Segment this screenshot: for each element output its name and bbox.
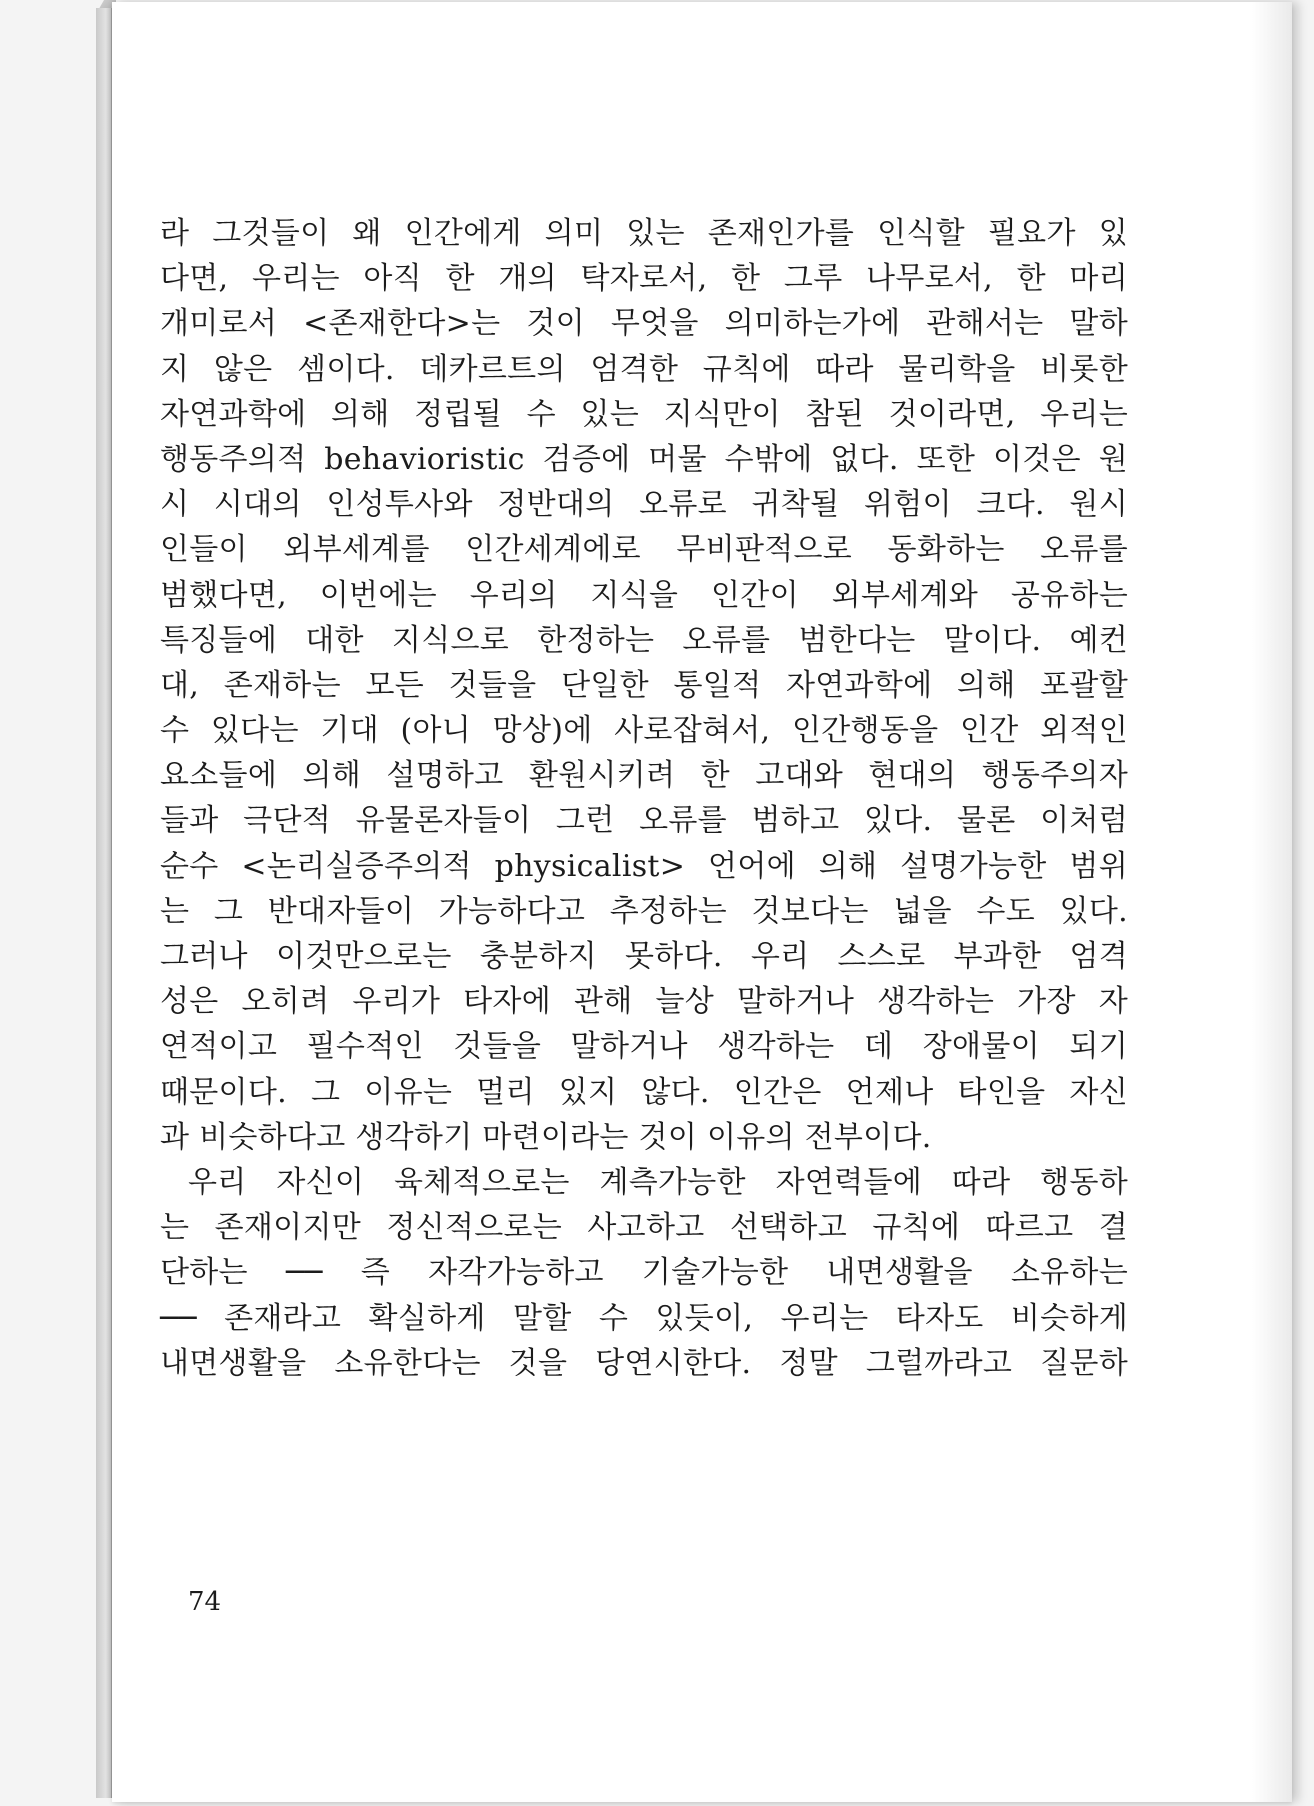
text-line: 행동주의적 behavioristic 검증에 머물 수밖에 없다. 또한 이것은 원 [160, 441, 1128, 477]
text-line: 수 있다는 기대 (아니 망상)에 사로잡혀서, 인간행동을 인간 외적인 [160, 713, 1128, 749]
body-text [160, 211, 1128, 1386]
text-line: 인들이 외부세계를 인간세계에로 무비판적으로 동화하는 오류를 [160, 532, 1128, 568]
text-line: 다면, 우리는 아직 한 개의 탁자로서, 한 그루 나무로서, 한 마리 [160, 261, 1128, 297]
text-line: ── 존재라고 확실하게 말할 수 있듯이, 우리는 타자도 비슷하게 [160, 1300, 1128, 1336]
text-line: 들과 극단적 유물론자들이 그런 오류를 범하고 있다. 물론 이처럼 [160, 803, 1128, 839]
text-line: 때문이다. 그 이유는 멀리 있지 않다. 인간은 언제나 타인을 자신 [160, 1074, 1128, 1110]
text-line: 는 존재이지만 정신적으로는 사고하고 선택하고 규칙에 따르고 결 [160, 1210, 1128, 1246]
text-line: 대, 존재하는 모든 것들을 단일한 통일적 자연과학에 의해 포괄할 [160, 667, 1128, 703]
text-line: 라 그것들이 왜 인간에게 의미 있는 존재인가를 인식할 필요가 있 [160, 216, 1128, 251]
text-line: 순수 <논리실증주의적 physicalist> 언어에 의해 설명가능한 범위 [160, 848, 1128, 884]
page-number: 74 [188, 1587, 222, 1617]
text-line: 우리 자신이 육체적으로는 계측가능한 자연력들에 따라 행동하 [188, 1164, 1128, 1200]
book-spine [96, 8, 112, 1798]
page-edge-shadow [1252, 2, 1292, 1802]
text-line: 는 그 반대자들이 가능하다고 추정하는 것보다는 넓을 수도 있다. [160, 893, 1128, 929]
text-line: 지 않은 셈이다. 데카르트의 엄격한 규칙에 따라 물리학을 비롯한 [160, 351, 1128, 387]
text-line: 개미로서 <존재한다>는 것이 무엇을 의미하는가에 관해서는 말하 [160, 306, 1128, 342]
text-line: 시 시대의 인성투사와 정반대의 오류로 귀착될 위험이 크다. 원시 [160, 487, 1128, 523]
text-line: 요소들에 의해 설명하고 환원시키려 한 고대와 현대의 행동주의자 [160, 758, 1128, 794]
text-line: 성은 오히려 우리가 타자에 관해 늘상 말하거나 생각하는 가장 자 [160, 984, 1128, 1020]
text-line: 범했다면, 이번에는 우리의 지식을 인간이 외부세계와 공유하는 [160, 577, 1128, 613]
text-line: 연적이고 필수적인 것들을 말하거나 생각하는 데 장애물이 되기 [160, 1029, 1128, 1065]
text-line: 특징들에 대한 지식으로 한정하는 오류를 범한다는 말이다. 예컨 [160, 622, 1128, 658]
text-line: 내면생활을 소유한다는 것을 당연시한다. 정말 그럴까라고 질문하 [160, 1345, 1128, 1381]
text-line: 단하는 ── 즉 자각가능하고 기술가능한 내면생활을 소유하는 [160, 1255, 1128, 1291]
text-line: 자연과학에 의해 정립될 수 있는 지식만이 참된 것이라면, 우리는 [160, 396, 1128, 432]
text-line: 과 비슷하다고 생각하기 마련이라는 것이 이유의 전부이다. [160, 1119, 932, 1155]
text-line: 그러나 이것만으로는 충분하지 못하다. 우리 스스로 부과한 엄격 [160, 939, 1128, 974]
